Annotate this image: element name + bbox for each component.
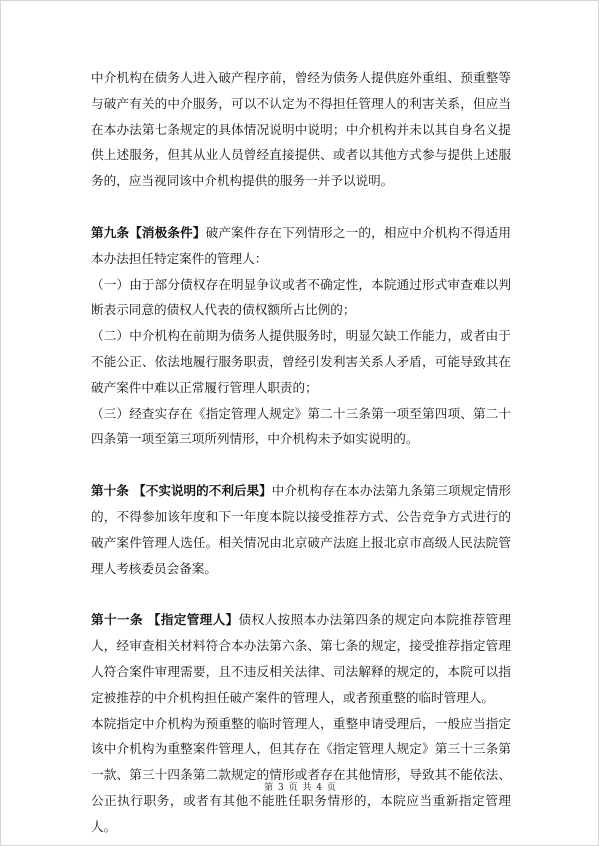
article-9-paragraph: [91, 220, 511, 272]
article-9-title: 第九条【消极条件】: [91, 224, 206, 240]
article-11-title: 第十一条 【指定管理人】: [91, 612, 239, 628]
article-9-item-3: （三）经查实存在《指定管理人规定》第二十三条第一项至第四项、第二十四条第一项至第三项所列情形，中介机构未予如实说明的。: [91, 405, 511, 447]
article-9-lead: 破产案件存在下列情形之一的，相应中介机构不得适用本办法担任特定案件的管理人：: [91, 224, 512, 266]
article-10-title: 第十条 【不实说明的不利后果】: [91, 483, 272, 499]
article-10-body: 中介机构存在本办法第九条第三项规定情形的，不得参加该年度和下一年度本院以接受推荐方式、公告竞争方式进行的破产案件管理人选任。相关情况由北京破产法庭上报北京市高级人民法院管理人考核委员会备案。: [91, 483, 512, 576]
page-number-footer: 第 3 页 共 4 页: [264, 783, 337, 793]
article-9-item-1: （一）由于部分债权存在明显争议或者不确定性，本院通过形式审查难以判断表示同意的债权人代表的债权额所占比例的；: [91, 276, 511, 318]
intro-paragraph: 中介机构在债务人进入破产程序前，曾经为债务人提供庭外重组、预重整等与破产有关的中介服务，可以不认定为不得担任管理人的利害关系，但应当在本办法第七条规定的具体情况说明中说明；中介机构并未以其自身名义提供上述服务，但其从业人员曾经直接提供、或者以其他方式参与提供上述服务的，应当视同该中介机构提供的服务一并予以说明。: [91, 70, 511, 189]
article-9-item-2: （二）中介机构在前期为债务人提供服务时，明显欠缺工作能力，或者由于不能公正、依法地履行服务职责，曾经引发利害关系人矛盾，可能导致其在破产案件中难以正常履行管理人职责的；: [91, 328, 511, 395]
paragraph-gap: [91, 452, 511, 478]
article-10-paragraph: [91, 478, 511, 581]
paragraph-gap: [91, 581, 511, 607]
article-11-paragraph: [91, 607, 511, 710]
article-11-body: 债权人按照本办法第四条的规定向本院推荐管理人，经审查相关材料符合本办法第六条、第七条的规定，接受推荐指定管理人符合案件审理需要，且不违反相关法律、司法解释的规定的，本院可以指定被推荐的中介机构担任破产案件的管理人，或者预重整的临时管理人。: [91, 612, 512, 705]
document-body: [91, 65, 511, 840]
paragraph-gap: [91, 194, 511, 220]
article-11-body-2: 本院指定中介机构为预重整的临时管理人，重整申请受理后，一般应当指定该中介机构为重整案件管理人，但其存在《指定管理人规定》第三十三条第一款、第三十四条第二款规定的情形或者存在其他情形，导致其不能依法、公正执行职务，或者有其他不能胜任职务情形的，本院应当重新指定管理人。: [91, 715, 511, 834]
